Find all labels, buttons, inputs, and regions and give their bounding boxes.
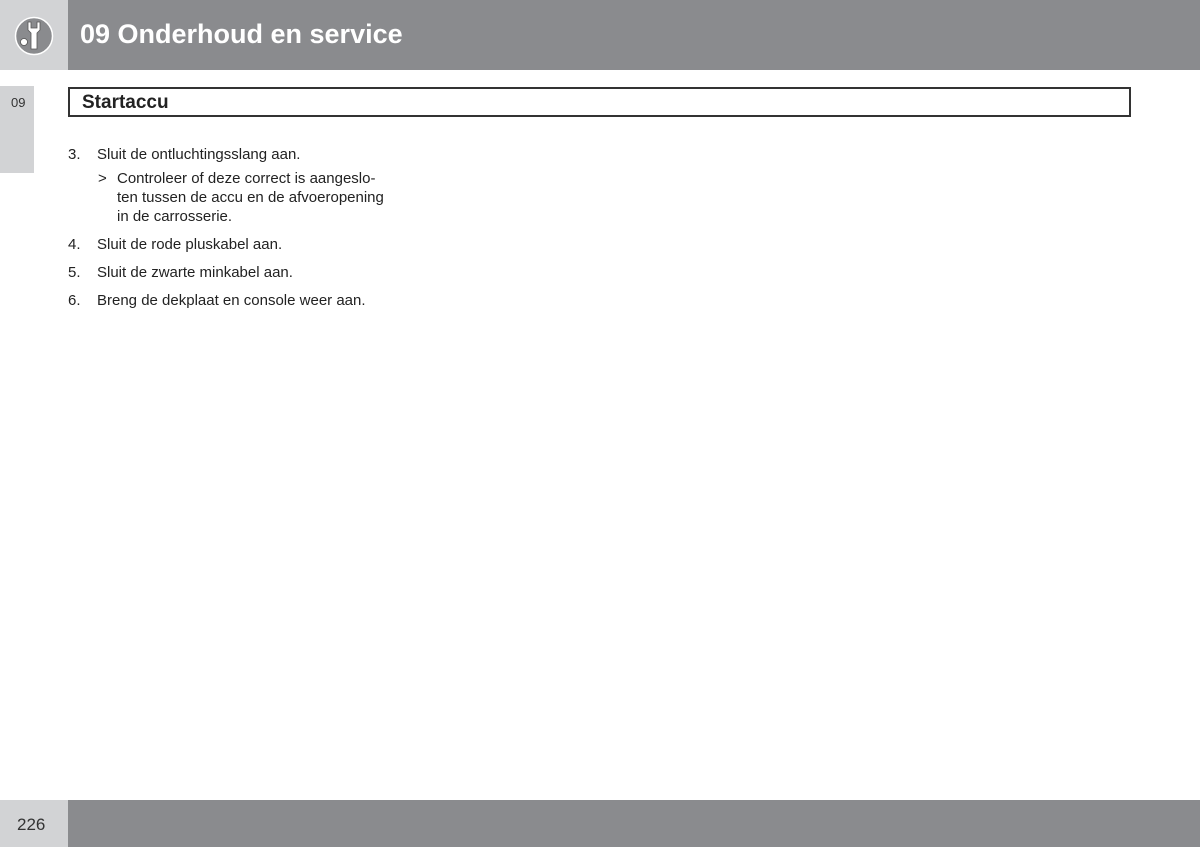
chapter-tab-label: 09 — [11, 95, 26, 110]
step-text: Sluit de rode pluskabel aan. — [97, 236, 283, 253]
sub-item-line: Controleer of deze correct is aangeslo- — [117, 170, 376, 187]
sub-item-line: in de carrosserie. — [117, 208, 233, 225]
section-heading-box — [68, 87, 1131, 117]
sub-item-line: ten tussen de accu en de afvoeropening — [117, 189, 384, 206]
list-item — [68, 291, 408, 310]
list-item — [68, 263, 408, 282]
step-number: 4. — [68, 236, 81, 253]
footer-bar — [68, 800, 1200, 847]
chapter-title: 09 Onderhoud en service — [80, 19, 403, 49]
page-number: 226 — [17, 815, 46, 834]
step-text: Sluit de zwarte minkabel aan. — [97, 264, 293, 281]
sub-item-marker: > — [98, 170, 107, 187]
wrench-icon — [14, 16, 54, 56]
header-icon-block — [0, 0, 68, 70]
list-item — [68, 235, 408, 254]
step-number: 6. — [68, 292, 81, 309]
list-item — [68, 145, 408, 226]
section-title: Startaccu — [82, 92, 169, 113]
step-number: 3. — [68, 146, 81, 163]
step-text: Sluit de ontluchtingsslang aan. — [97, 146, 301, 163]
step-text: Breng de dekplaat en console weer aan. — [97, 292, 366, 309]
instruction-list — [68, 145, 408, 319]
sub-item — [97, 169, 408, 226]
step-number: 5. — [68, 264, 81, 281]
